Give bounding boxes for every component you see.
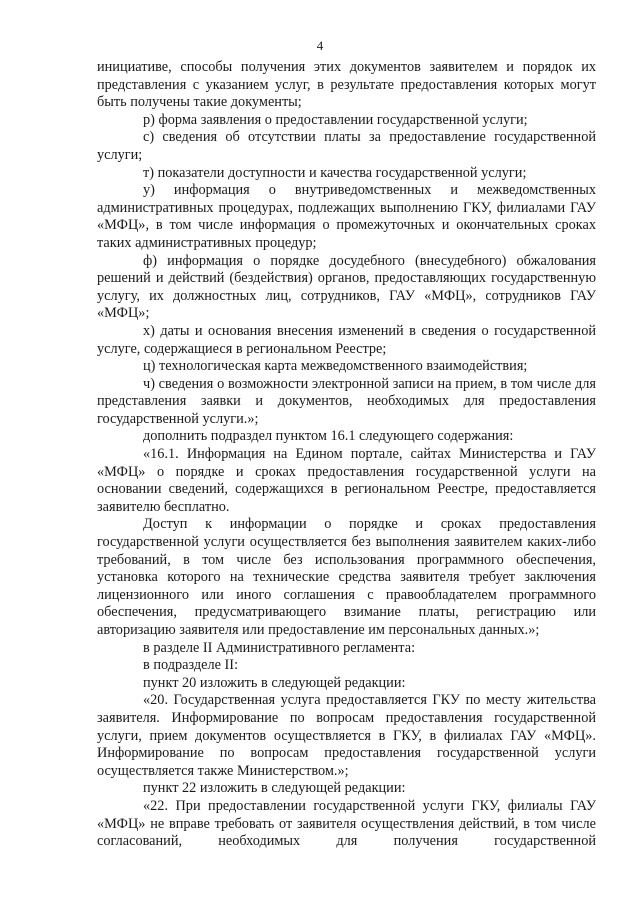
- paragraph-7: х) даты и основания внесения изменений в сведения о государственной услуге, содержащиеся в региональном Реестре;: [97, 322, 596, 357]
- paragraph-16: «20. Государственная услуга предоставляется ГКУ по месту жительства заявителя. Информирование по вопросам предоставления государственной услуги, прием документов осуществляется в ГКУ, в филиалах ГАУ «МФЦ». Информирование по вопросам предоставления государственной услуги осуществляется также Министерством.»;: [97, 692, 596, 779]
- paragraph-8: ц) технологическая карта межведомственного взаимодействия;: [143, 358, 528, 375]
- paragraph-9: ч) сведения о возможности электронной записи на прием, в том числе для представления заявки и документов, необходимых для предоставления государственной услуги.»;: [97, 375, 596, 427]
- paragraph-17: пункт 22 изложить в следующей редакции:: [143, 780, 406, 797]
- paragraph-15: пункт 20 изложить в следующей редакции:: [143, 674, 406, 691]
- paragraph-14: в подразделе II:: [143, 657, 239, 674]
- paragraph-13: в разделе II Административного регламента:: [143, 639, 416, 656]
- paragraph-3: с) сведения об отсутствии платы за предоставление государственной услуги;: [97, 129, 596, 163]
- paragraph-5: у) информация о внутриведомственных и межведомственных административных процедурах, подлежащих выполнению ГКУ, филиалами ГАУ «МФЦ», в том числе информация о промежуточных и окончательных сроках таких административных процедур;: [97, 182, 596, 251]
- paragraph-6: ф) информация о порядке досудебного (внесудебного) обжалования решений и действий (бездействия) органов, предоставляющих государственную услугу, их должностных лиц, сотрудников, ГАУ «МФЦ», сотрудников ГАУ «МФЦ»;: [97, 252, 596, 322]
- paragraph-10: дополнить подраздел пунктом 16.1 следующего содержания:: [143, 428, 514, 445]
- paragraph-4: т) показатели доступности и качества государственной услуги;: [143, 164, 527, 181]
- paragraph-2: р) форма заявления о предоставлении государственной услуги;: [143, 111, 528, 128]
- paragraph-12: Доступ к информации о порядке и сроках предоставления государственной услуги осуществляется без выполнения заявителем каких-либо требований, в том числе без использования программного обеспечения, установка которого на технические средства заявителя требует заключения лицензионного или иного соглашения с правообладателем программного обеспечения, предусматривающего взимание платы, регистрацию или авторизацию заявителя или предоставление им персональных данных.»;: [97, 516, 596, 638]
- page-number: 4: [316, 38, 324, 53]
- paragraph-11: «16.1. Информация на Едином портале, сайтах Министерства и ГАУ «МФЦ» о порядке и сроках предоставления государственной услуги на основании сведений, содержащихся в региональном Реестре, предоставляется заявителю бесплатно.: [97, 446, 596, 515]
- paragraph-1: инициативе, способы получения этих документов заявителем и порядок их представления с указанием услуг, в результате предоставления которых могут быть получены такие документы;: [97, 59, 596, 111]
- document-body: [97, 59, 596, 851]
- paragraph-18: «22. При предоставлении государственной услуги ГКУ, филиалы ГАУ «МФЦ» не вправе требовать от заявителя осуществления действий, в том числе согласований, необходимых для получения государственной: [97, 797, 596, 850]
